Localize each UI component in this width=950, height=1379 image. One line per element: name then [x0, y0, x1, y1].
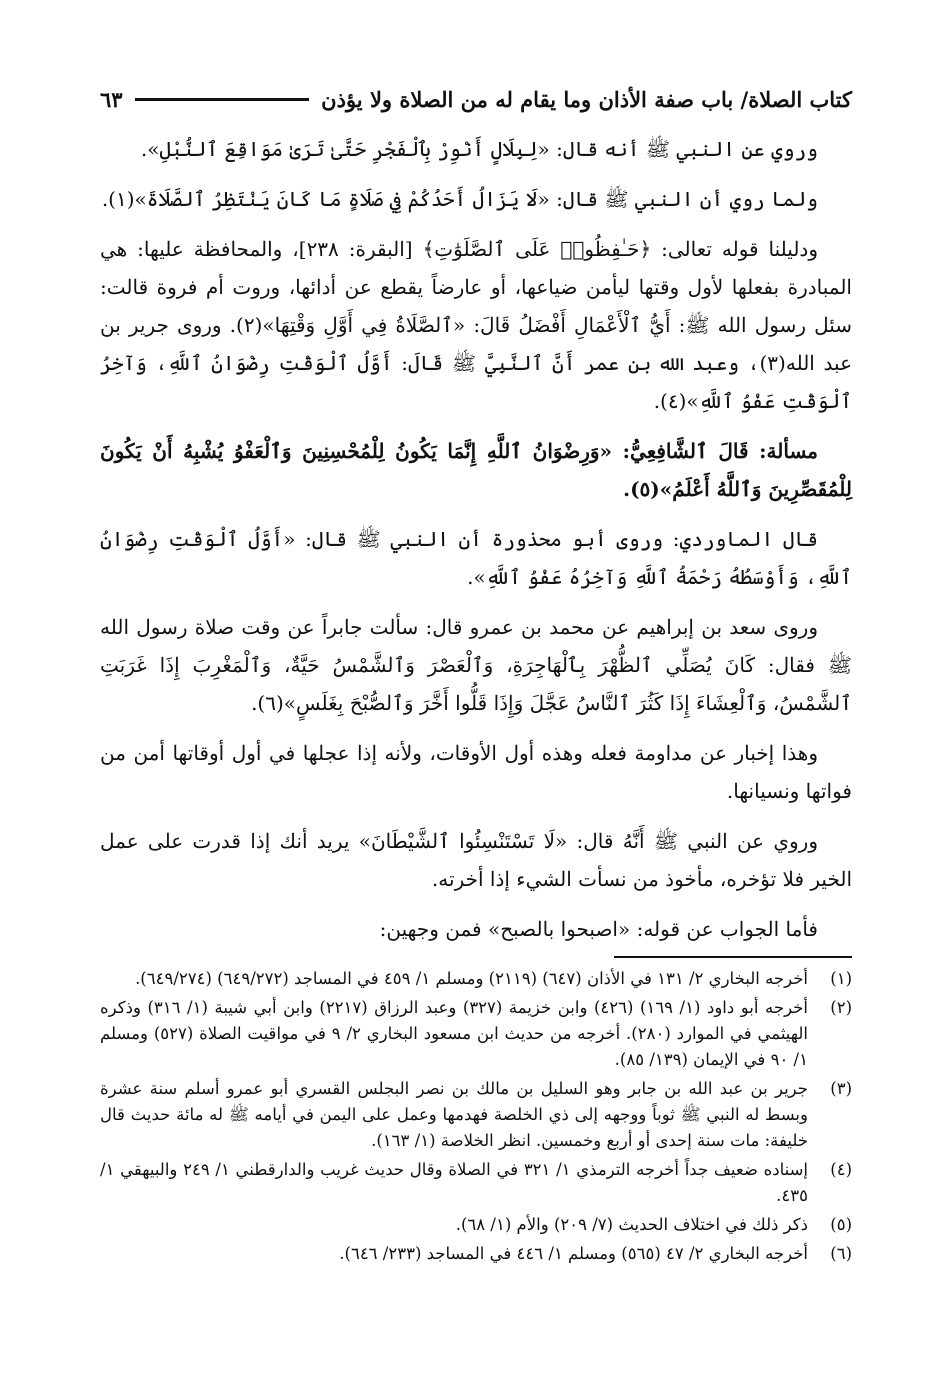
main-text	[100, 130, 852, 960]
paragraph-4-masala: مسألة: قَالَ ٱلشَّافِعِيُّ: «وَرِضْوَانُ ٱللَّهِ إِنَّمَا يَكُونُ لِلْمُحْسِنِينَ وَٱلْعَفْوُ يُشْبِهُ أَنْ يَكُونَ لِلْمُقَصِّرِينَ وَٱللَّهُ أَعْلَمُ»(٥).	[100, 439, 852, 501]
footnote-2	[100, 995, 852, 1073]
footnote-text: جرير بن عبد الله بن جابر وهو السليل بن مالك بن نصر البجلس القسري أبو عمرو أسلم سنة عشرة وبسط له النبي ﷺ ثوباً ووجهه إلى ذي الخلصة فهدمها وعمل على اليمن في أيامه ﷺ له مائة حديث قال خليفة: مات سنة إحدى أو أربع وخمسين. انظر الخلاصة (١/ ١٦٣).	[100, 1079, 808, 1150]
footnote-3	[100, 1076, 852, 1154]
footnote-text: إسناده ضعيف جداً أخرجه الترمذي ١/ ٣٢١ في الصلاة وقال حديث غريب والدارقطني ١/ ٢٤٩ والبيهقي ١/ ٤٣٥.	[100, 1160, 808, 1205]
header-rule	[135, 98, 310, 101]
footnote-separator	[614, 956, 852, 958]
paragraph-8: وروي عن النبي ﷺ أَنَّهُ قال: «لَا تَسْتَنْسِئُوا ٱلشَّيْطَانَ» يريد أنك إذا قدرت على عمل الخير فلا تؤخره، مأخوذ من نسأت الشيء إذا أخرته.	[100, 829, 852, 891]
footnote-text: ذكر ذلك في اختلاف الحديث (٧/ ٢٠٩) والأم (١/ ٦٨).	[455, 1215, 808, 1234]
footnote-5	[100, 1212, 852, 1238]
footnote-4	[100, 1157, 852, 1209]
footnote-number: (٦)	[830, 1244, 852, 1263]
footnote-text: أخرجه البخاري ٢/ ١٣١ في الأذان (٦٤٧) (٢١١٩) ومسلم ١/ ٤٥٩ في المساجد (٦٤٩/٢٧٢) (٦٤٩/٢٧٤).	[135, 969, 808, 988]
footnote-number: (١)	[830, 969, 852, 988]
paragraph-1: وروي عن النبي ﷺ أنه قال: «لِبِلَالٍ أَنْوِرْ بِٱلْفَجْرِ حَتَّىٰ تَرَىٰ مَوَاقِعَ ٱلنُّبْلِ».	[140, 137, 818, 161]
footnotes	[100, 966, 852, 1270]
paragraph-5: قال الماوردي: وروى أبو محذورة أن النبي ﷺ قال: «أَوَّلُ ٱلْوَقْتِ رِضْوَانُ ٱللَّهِ، وَأَوْسَطُهُ رَحْمَةُ ٱللَّهِ وَآخِرُهُ عَفْوُ ٱللَّهِ».	[100, 527, 852, 589]
paragraph-7: وهذا إخبار عن مداومة فعله وهذه أول الأوقات، ولأنه إذا عجلها في أول أوقاتها أمن من فواتها ونسيانها.	[100, 741, 852, 803]
paragraph-9: فأما الجواب عن قوله: «اصبحوا بالصبح» فمن وجهين:	[379, 917, 818, 941]
page-number: ٦٣	[100, 86, 123, 112]
footnote-number: (٢)	[830, 998, 852, 1017]
footnote-number: (٣)	[830, 1079, 852, 1098]
paragraph-2: ولما روي أن النبي ﷺ قال: «لَا يَزَالُ أَحَدُكُمْ فِي صَلَاةٍ مَا كَانَ يَنْتَظِرُ ٱلصَّلَاةَ»(١).	[101, 187, 818, 211]
footnote-number: (٤)	[830, 1160, 852, 1179]
footnote-1	[100, 966, 852, 992]
footnote-text: أخرجه البخاري ٢/ ٤٧ (٥٦٥) ومسلم ١/ ٤٤٦ في المساجد (٢٣٣/ ٦٤٦).	[339, 1244, 808, 1263]
footnote-number: (٥)	[830, 1215, 852, 1234]
footnote-6	[100, 1241, 852, 1267]
footnote-text: أخرجه أبو داود (١/ ١٦٩) (٤٢٦) وابن خزيمة (٣٢٧) وعبد الرزاق (٢٢١٧) وابن أبي شيبة (١/ ٣١٦) وذكره الهيثمي في الموارد (٢٨٠). أخرجه من حديث ابن مسعود البخاري ٢/ ٩ في مواقيت الصلاة (٥٢٧) ومسلم ١/ ٩٠ في الإيمان (١٣٩/ ٨٥).	[100, 998, 808, 1069]
running-header	[100, 82, 852, 116]
header-title: كتاب الصلاة/ باب صفة الأذان وما يقام له من الصلاة ولا يؤذن	[321, 86, 852, 112]
paragraph-3: ودليلنا قوله تعالى: ﴿حَـٰفِظُوا۟ عَلَى ٱلصَّلَوَٰتِ﴾ [البقرة: ٢٣٨]، والمحافظة عليها: هي المبادرة بفعلها لأول وقتها ليأمن ضياعها، أو عارضاً يقطع عن أدائها، وروت أم فروة قالت: سئل رسول الله ﷺ: أَيُّ ٱلْأَعْمَالِ أَفْضَلُ قَالَ: «ٱلصَّلَاةُ فِي أَوَّلِ وَقْتِهَا»(٢). وروى جرير بن عبد الله(٣)، وعبد الله بن عمر أَنَّ ٱلنَّبِيَّ ﷺ قَالَ: أَوَّلُ ٱلْوَقْتِ رِضْوَانُ ٱللَّهِ، وَآخِرُ ٱلْوَقْتِ عَفْوُ ٱللَّهِ»(٤).	[100, 237, 853, 413]
paragraph-6: وروى سعد بن إبراهيم عن محمد بن عمرو قال: سألت جابراً عن وقت صلاة رسول الله ﷺ فقال: كَانَ يُصَلِّي ٱلظُّهْرَ بِٱلْهَاجِرَةِ، وَٱلْعَصْرَ وَٱلشَّمْسُ حَيَّةٌ، وَٱلْمَغْرِبَ إِذَا غَرَبَتِ ٱلشَّمْسُ، وَٱلْعِشَاءَ إِذَا كَثُرَ ٱلنَّاسُ عَجَّلَ وَإِذَا قَلُّوا أَخَّرَ وَٱلصُّبْحَ بِغَلَسٍ»(٦).	[100, 615, 852, 715]
